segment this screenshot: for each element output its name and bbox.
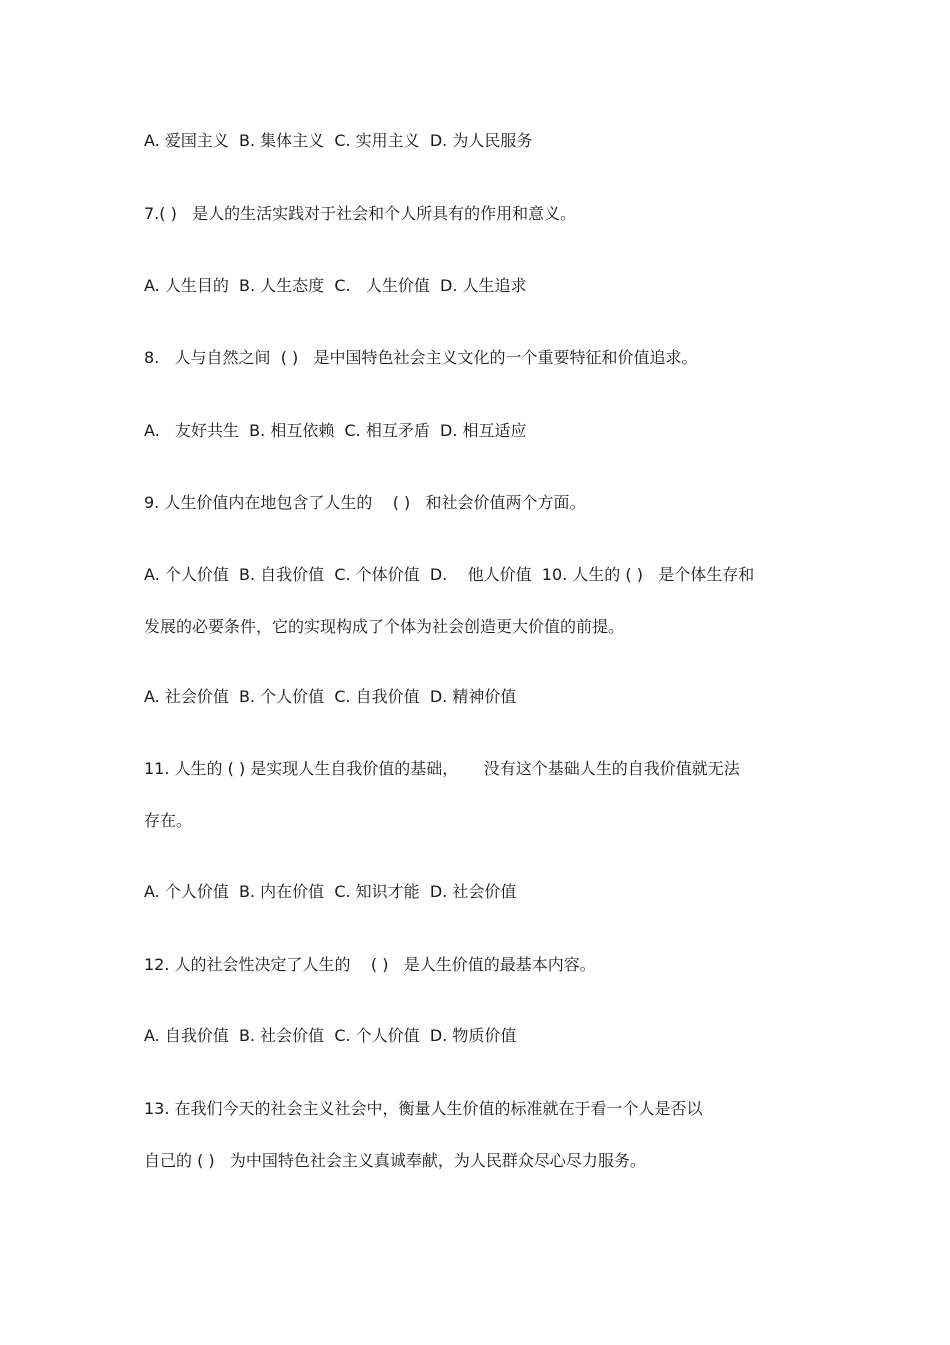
question-13-continued: 自己的 ( ) 为中国特色社会主义真诚奉献，为人民群众尽心尽力服务。 (144, 1151, 646, 1170)
question-9: 9. 人生价值内在地包含了人生的 ( ) 和社会价值两个方面。 (144, 493, 586, 512)
question-12: 12. 人的社会性决定了人生的 ( ) 是人生价值的最基本内容。 (144, 955, 596, 974)
options-q6: A. 爱国主义 B. 集体主义 C. 实用主义 D. 为人民服务 (144, 131, 533, 150)
options-q10: A. 社会价值 B. 个人价值 C. 自我价值 D. 精神价值 (144, 687, 517, 706)
options-q12: A. 自我价值 B. 社会价值 C. 个人价值 D. 物质价值 (144, 1026, 517, 1045)
options-q9-question-10: A. 个人价值 B. 自我价值 C. 个体价值 D. 他人价值 10. 人生的 ( ) 是个体生存和 (144, 565, 755, 584)
options-q8: A. 友好共生 B. 相互依赖 C. 相互矛盾 D. 相互适应 (144, 421, 527, 440)
options-q11: A. 个人价值 B. 内在价值 C. 知识才能 D. 社会价值 (144, 882, 517, 901)
question-10-continued: 发展的必要条件，它的实现构成了个体为社会创造更大价值的前提。 (144, 617, 625, 636)
question-13: 13. 在我们今天的社会主义社会中，衡量人生价值的标准就在于看一个人是否以 (144, 1099, 703, 1118)
question-7: 7.( ) 是人的生活实践对于社会和个人所具有的作用和意义。 (144, 204, 577, 223)
options-q7: A. 人生目的 B. 人生态度 C. 人生价值 D. 人生追求 (144, 276, 527, 295)
question-11: 11. 人生的 ( ) 是实现人生自我价值的基础， 没有这个基础人生的自我价值就无法 (144, 759, 740, 778)
question-11-continued: 存在。 (144, 811, 193, 830)
question-8: 8. 人与自然之间 ( ) 是中国特色社会主义文化的一个重要特征和价值追求。 (144, 348, 698, 367)
